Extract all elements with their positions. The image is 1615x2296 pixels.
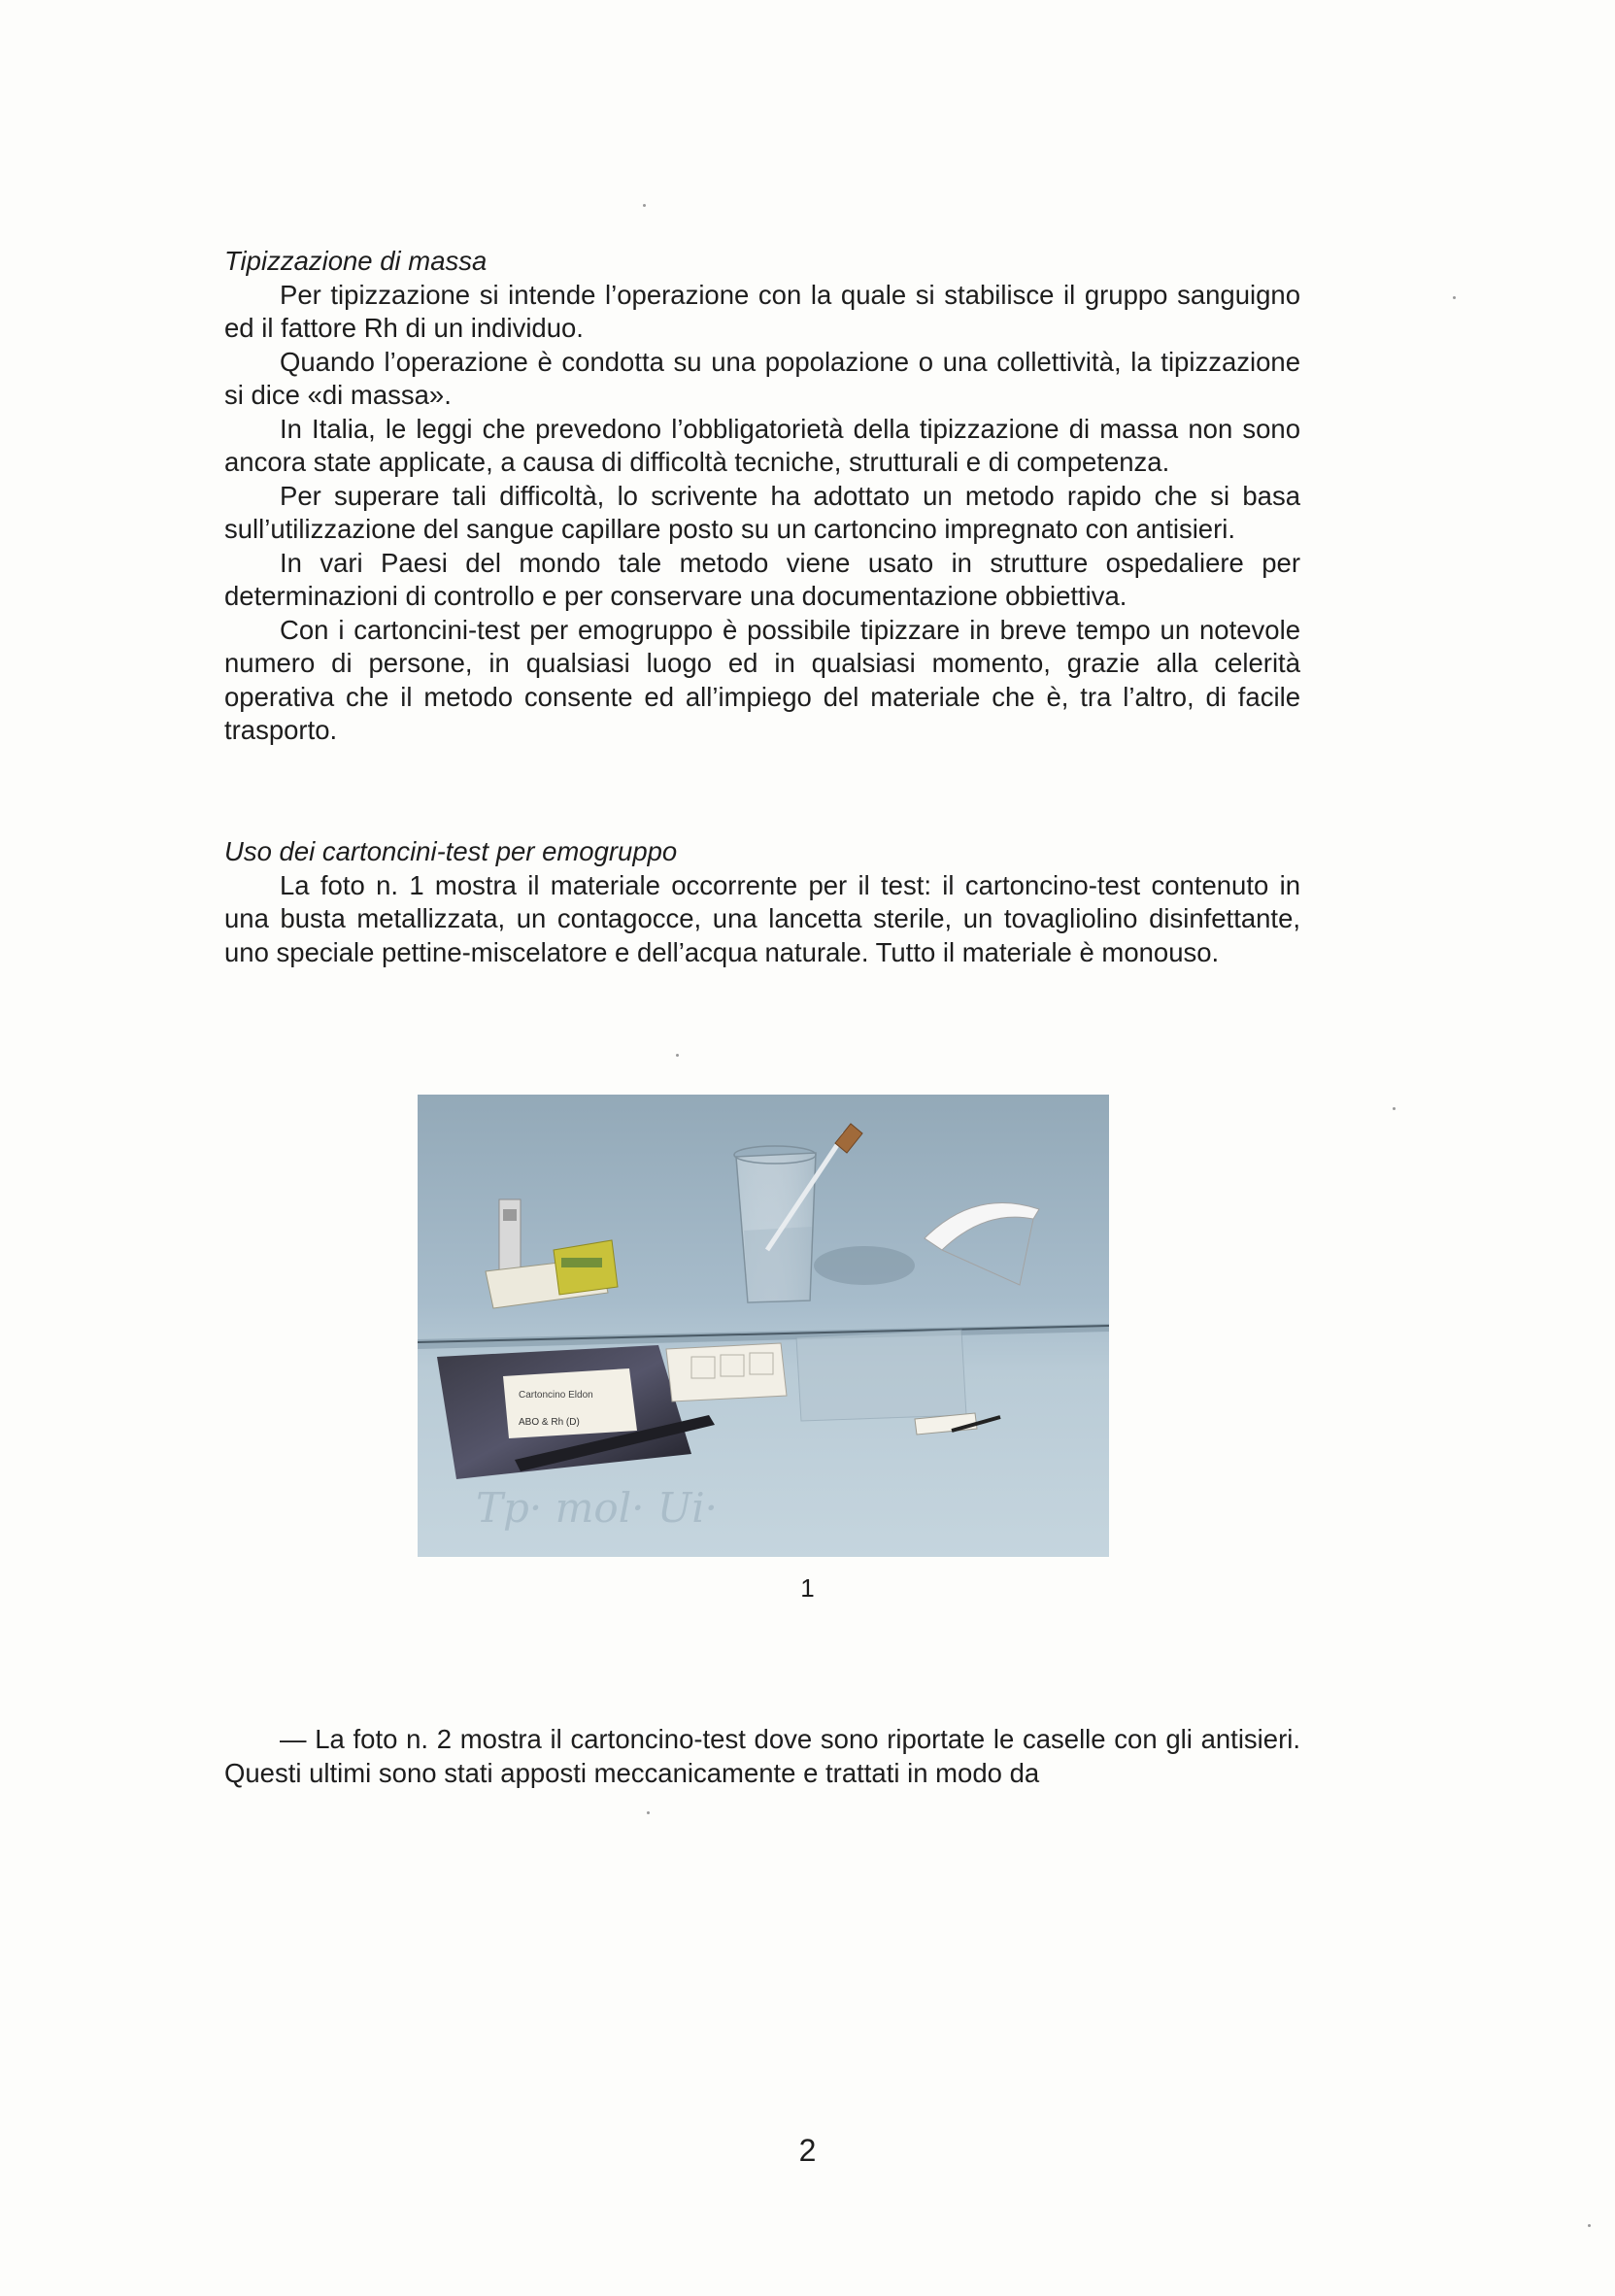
yellow-card-stripe xyxy=(561,1258,602,1267)
packet-label-text-2: ABO & Rh (D) xyxy=(519,1417,580,1428)
packet-label-text-1: Cartoncino Eldon xyxy=(519,1390,593,1401)
packet-label xyxy=(503,1368,637,1438)
page-number: 2 xyxy=(798,2133,817,2168)
scan-speck xyxy=(643,204,646,207)
handwriting-reflection: Tp· mol· Ui· xyxy=(476,1484,719,1532)
section-heading: Uso dei cartoncini-test per emogruppo xyxy=(224,836,678,866)
scan-speck xyxy=(1393,1107,1396,1110)
scan-speck xyxy=(676,1054,679,1057)
test-card xyxy=(666,1343,787,1401)
scan-speck xyxy=(1588,2224,1591,2227)
photo-illustration xyxy=(418,1095,1109,1557)
paragraph: In vari Paesi del mondo tale metodo viene usato in strutture ospedaliere per determinazioni di controllo e per conservare una documentazione obbiettiva. xyxy=(224,547,1300,611)
paragraph: Per tipizzazione si intende l’operazione con la quale si stabilisce il gruppo sanguigno ed il fattore Rh di un individuo. xyxy=(224,279,1300,343)
paragraph: In Italia, le leggi che prevedono l’obbligatorietà della tipizzazione di massa non sono ancora state applicate, a causa di difficoltà tecniche, strutturali e di competenza. xyxy=(224,413,1300,477)
paragraph: La foto n. 1 mostra il materiale occorrente per il test: il cartoncino-test contenuto in una busta metallizzata, un contagocce, una lancetta sterile, un tovagliolino disinfettante, uno speciale pettine-miscelatore e dell’acqua naturale. Tutto il materiale è monouso. xyxy=(224,869,1300,967)
paragraph: Con i cartoncini-test per emogruppo è possibile tipizzare in breve tempo un notevole numero di persone, in qualsiasi luogo ed in qualsiasi momento, grazie alla celerità operativa che il metodo consente ed all’impiego del materiale che è, tra l’altro, di facile trasporto. xyxy=(224,614,1300,745)
paragraph: Quando l’operazione è condotta su una popolazione o una collettività, la tipizzazione si dice «di massa». xyxy=(224,346,1300,410)
section-heading: Tipizzazione di massa xyxy=(224,246,488,276)
section-uso-cartoncini xyxy=(224,835,1300,969)
glass-plate xyxy=(796,1330,966,1421)
figure-caption: 1 xyxy=(800,1573,815,1603)
dropper-cork xyxy=(835,1124,862,1153)
section-continuation xyxy=(224,1723,1300,1790)
photo-materials xyxy=(418,1095,1109,1557)
paragraph: — La foto n. 2 mostra il cartoncino-test dove sono riportate le caselle con gli antisieri. Questi ultimi sono stati apposti meccanicamente e trattati in modo da xyxy=(224,1724,1300,1788)
scan-speck xyxy=(1453,296,1456,299)
mixer-comb xyxy=(925,1202,1039,1250)
scan-speck xyxy=(647,1811,650,1814)
glass-shadow xyxy=(814,1246,915,1285)
section-tipizzazione xyxy=(224,245,1300,748)
paragraph: Per superare tali difficoltà, lo scrivente ha adottato un metodo rapido che si basa sull’utilizzazione del sangue capillare posto su un cartoncino impregnato con antisieri. xyxy=(224,480,1300,544)
lancet-detail xyxy=(503,1209,517,1221)
